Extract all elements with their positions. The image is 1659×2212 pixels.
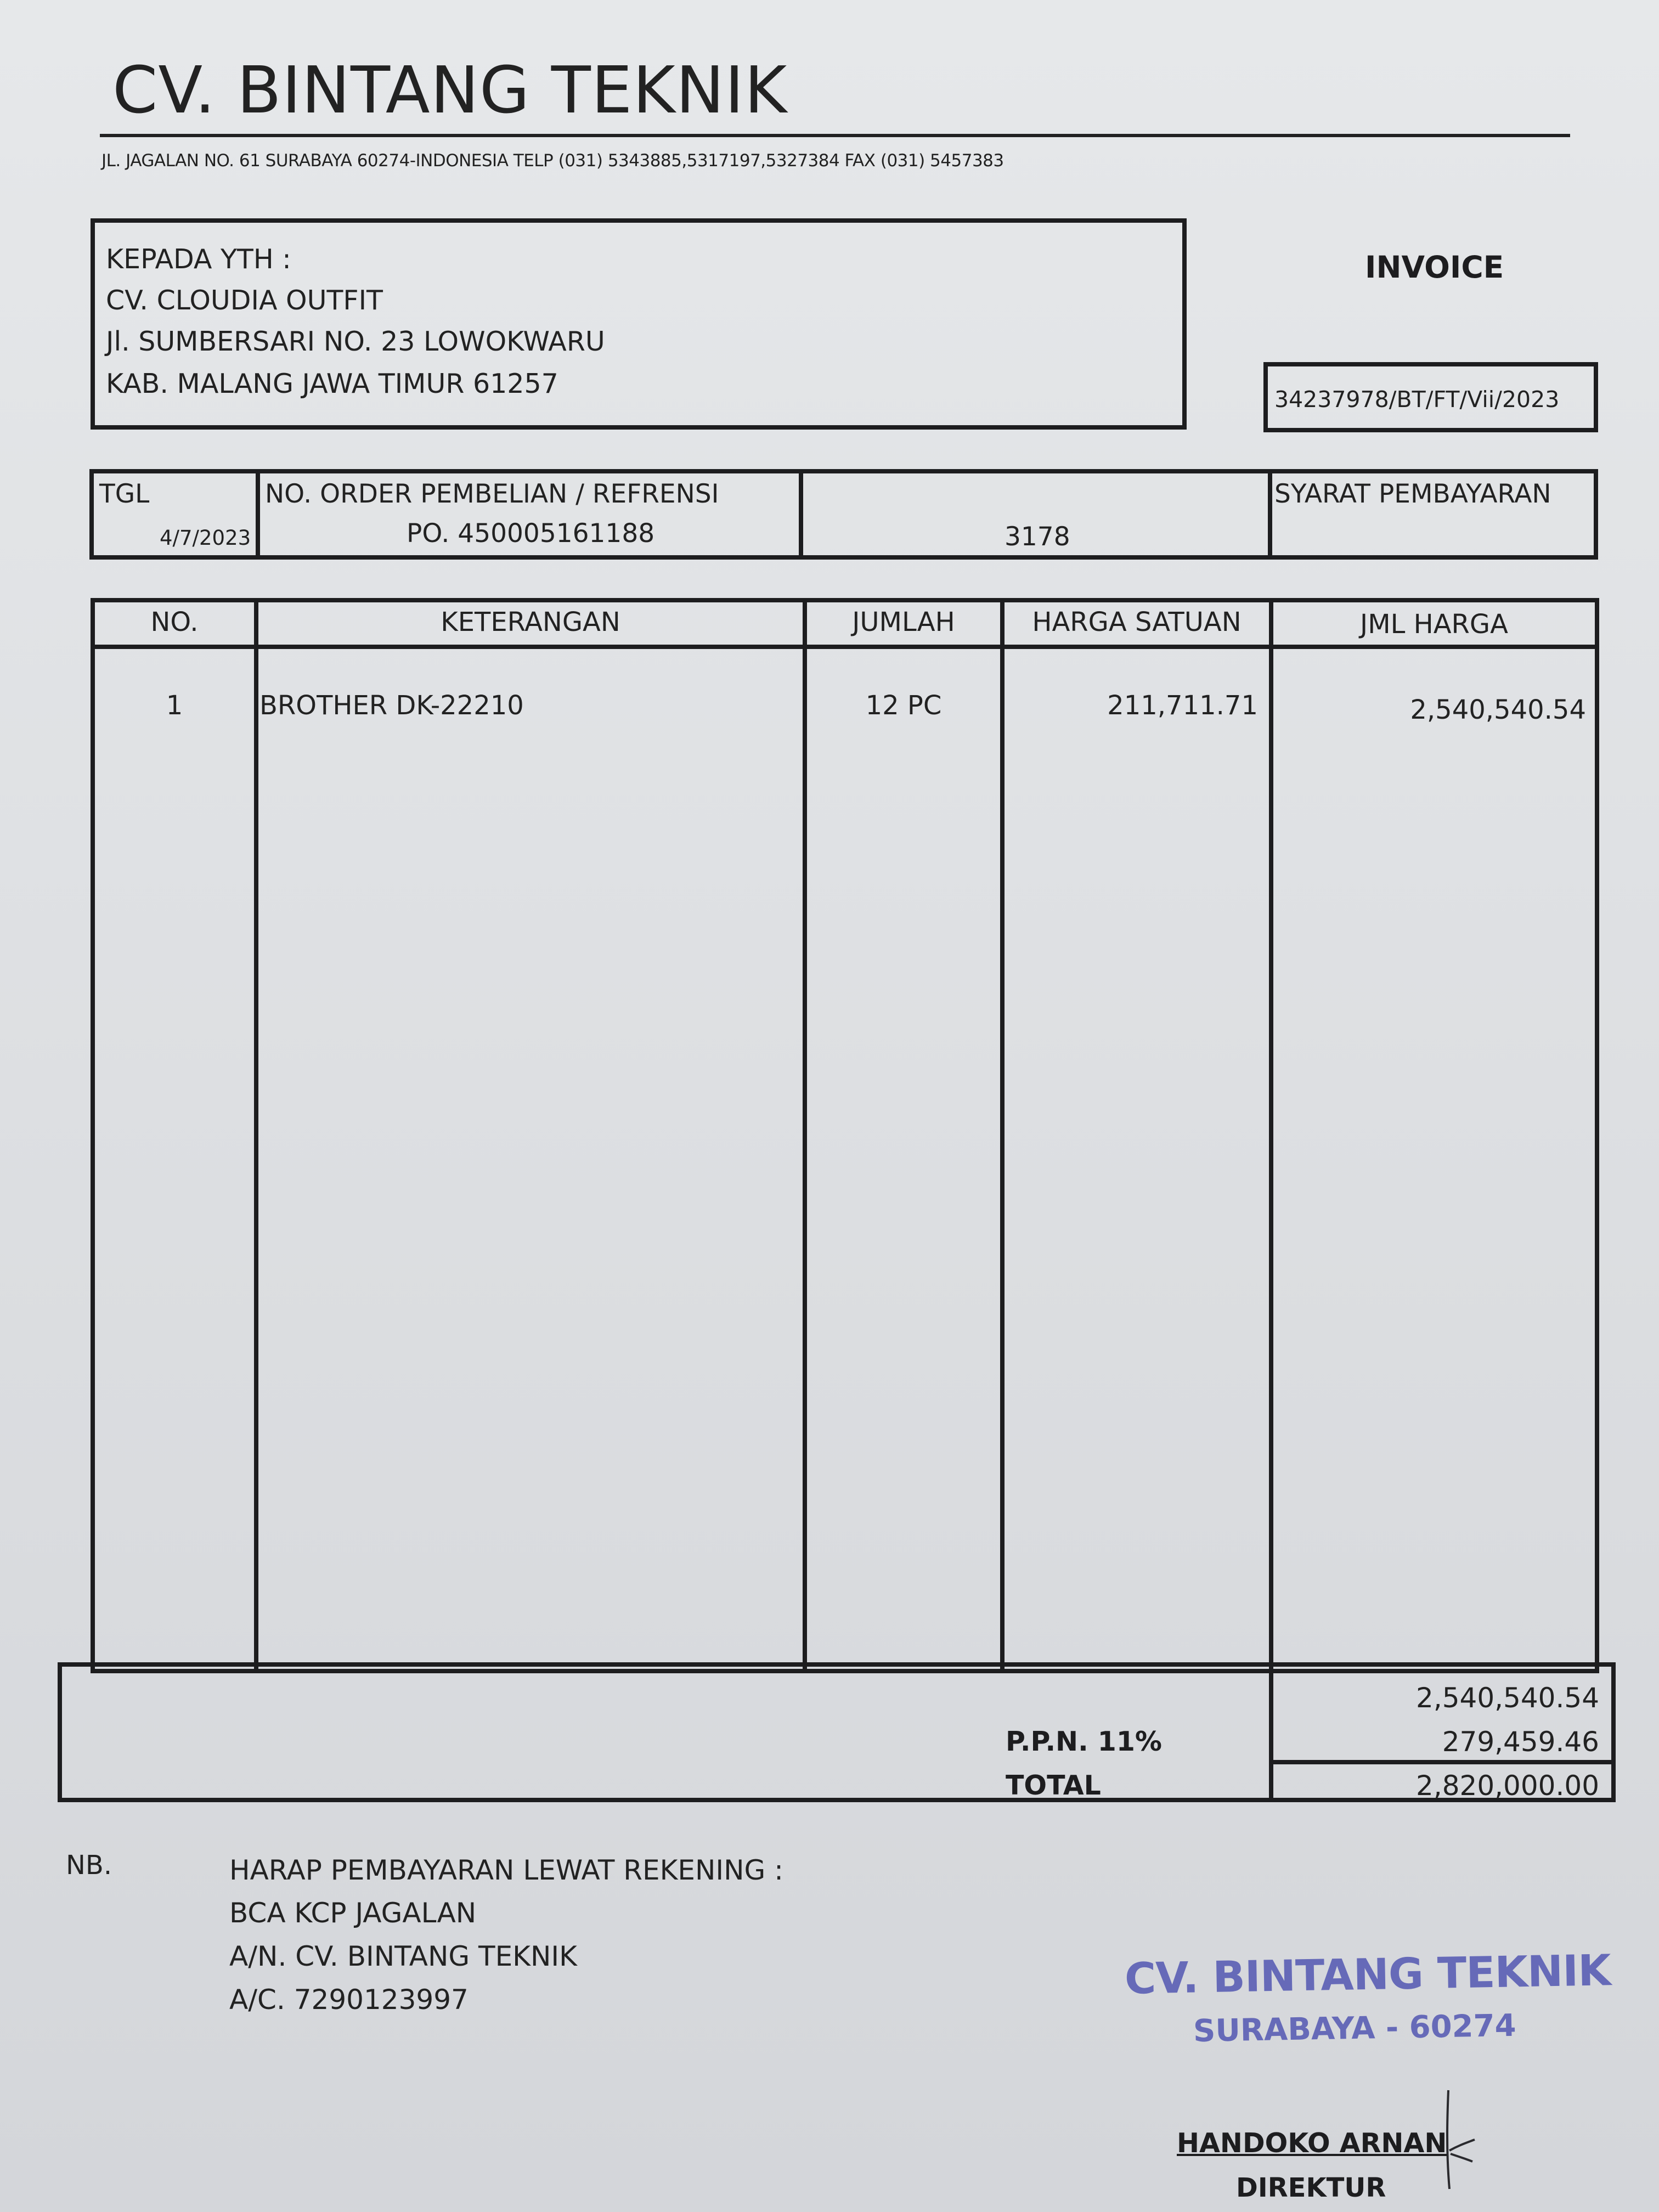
reference-value: 3178 [1005,522,1070,552]
total-label: TOTAL [1006,1770,1101,1801]
company-stamp-city: SURABAYA - 60274 [1193,2007,1517,2050]
invoice-number-box [1263,362,1598,432]
order-label: NO. ORDER PEMBELIAN / REFRENSI [265,479,719,509]
account-number: A/C. 7290123997 [229,1984,469,2016]
invoice-title: INVOICE [1365,250,1504,285]
date-label: TGL [99,479,150,509]
date-value: 4/7/2023 [160,526,251,550]
totals-divider [1269,1667,1273,1798]
header-unit-price: HARGA SATUAN [1032,607,1242,637]
column-divider [803,602,807,1669]
total-value: 2,820,000.00 [1416,1770,1599,1802]
invoice-number: 34237978/BT/FT/Vii/2023 [1274,386,1560,413]
row-description: BROTHER DK-22210 [259,690,524,721]
row-no: 1 [166,690,183,721]
tax-label: P.P.N. 11% [1006,1726,1163,1757]
recipient-box [91,218,1187,430]
subtotal-value: 2,540,540.54 [1416,1682,1599,1714]
info-row [89,469,1598,560]
info-divider [1268,473,1272,555]
recipient-line: Jl. SUMBERSARI NO. 23 LOWOKWARU [106,326,605,357]
signer-name: HANDOKO ARNAN [1177,2128,1447,2159]
table-header-divider [95,645,1595,649]
header-divider [100,134,1570,137]
column-divider [1000,602,1005,1669]
column-divider [1269,602,1273,1669]
header-amount: JML HARGA [1360,609,1508,640]
row-amount: 2,540,540.54 [1410,695,1586,725]
recipient-line: KAB. MALANG JAWA TIMUR 61257 [106,368,558,399]
company-name: CV. BINTANG TEKNIK [112,52,788,128]
items-table [91,598,1599,1673]
totals-box [58,1662,1616,1802]
payment-terms-label: SYARAT PEMBAYARAN [1274,479,1551,509]
recipient-line: CV. CLOUDIA OUTFIT [106,285,383,316]
order-value: PO. 450005161188 [407,518,655,549]
header-no: NO. [150,607,199,637]
totals-row-divider [1269,1760,1611,1764]
header-description: KETERANGAN [441,607,620,637]
payment-note: HARAP PEMBAYARAN LEWAT REKENING : [229,1854,784,1886]
bank-name: BCA KCP JAGALAN [229,1897,477,1929]
info-divider [799,473,803,555]
company-address: JL. JAGALAN NO. 61 SURABAYA 60274-INDONESIA TELP (031) 5343885,5317197,5327384 FAX (031) 5457383 [101,151,1004,171]
header-quantity: JUMLAH [852,607,955,637]
info-divider [256,473,260,555]
signer-title: DIREKTUR [1236,2172,1386,2203]
tax-value: 279,459.46 [1442,1726,1599,1758]
row-quantity: 12 PC [865,690,942,721]
account-holder: A/N. CV. BINTANG TEKNIK [229,1940,577,1972]
nb-label: NB. [66,1850,112,1881]
recipient-line: KEPADA YTH : [106,244,291,275]
row-unit-price: 211,711.71 [1107,690,1258,721]
column-divider [254,602,258,1669]
company-stamp-name: CV. BINTANG TEKNIK [1124,1946,1611,2004]
